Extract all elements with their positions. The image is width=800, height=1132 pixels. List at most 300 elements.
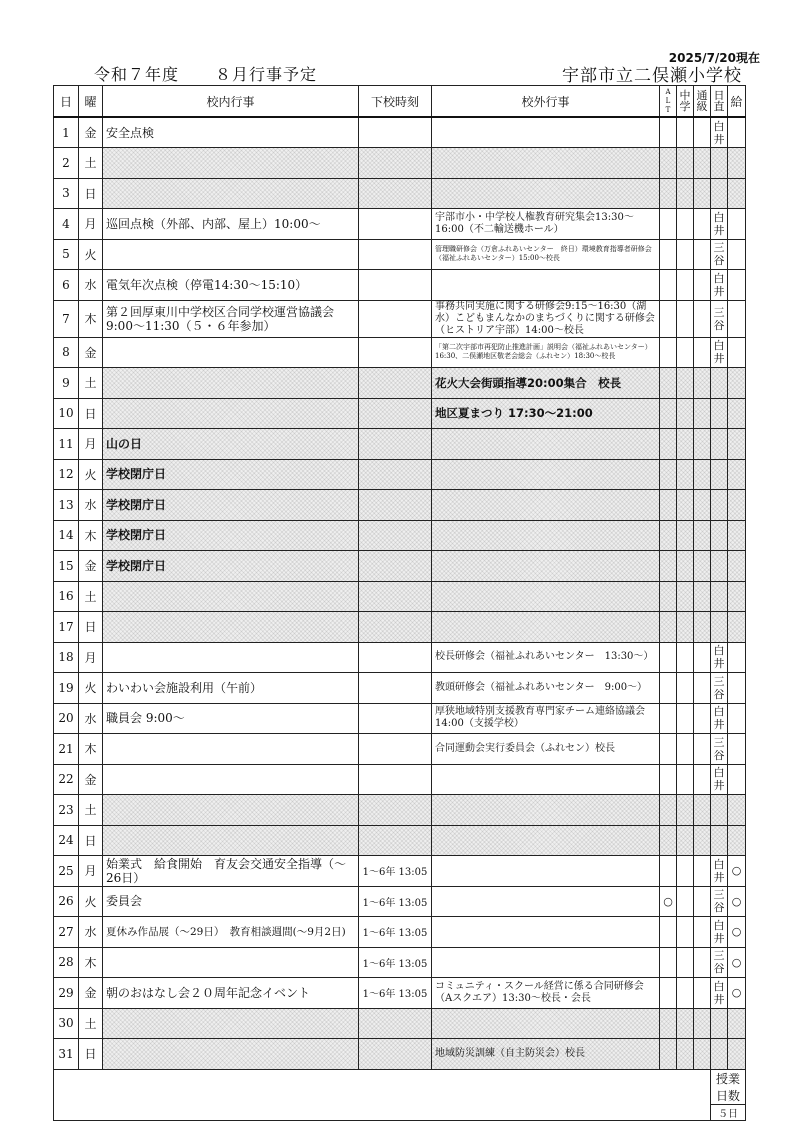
col-alt-a: A [665, 87, 671, 96]
class-cell [694, 520, 711, 551]
duty-char: 井 [713, 992, 725, 1006]
dismissal-cell [359, 734, 432, 765]
dismissal-cell [359, 1008, 432, 1039]
outside-event-cell [432, 795, 660, 826]
lunch-cell [728, 270, 746, 301]
duty-char: 谷 [713, 318, 725, 332]
outside-event-cell: 地区夏まつり 17:30～21:00 [432, 398, 660, 429]
class-cell [694, 978, 711, 1009]
lunch-cell [728, 1008, 746, 1039]
middle-school-cell [677, 270, 694, 301]
lunch-cell [728, 368, 746, 399]
class-cell [694, 148, 711, 179]
lunch-cell: ○ [728, 978, 746, 1009]
day-cell: 30 [54, 1008, 79, 1039]
school-event-cell: 学校閉庁日 [103, 490, 359, 521]
school-event-cell [103, 612, 359, 643]
duty-char: 白 [713, 918, 725, 932]
schedule-row [54, 978, 746, 1009]
day-cell: 5 [54, 239, 79, 270]
footer-label-row [54, 1069, 746, 1104]
duty-char: 白 [713, 119, 725, 133]
schedule-row [54, 209, 746, 240]
duty-char: 井 [713, 718, 725, 732]
weekday-cell: 火 [79, 673, 103, 704]
day-cell: 2 [54, 148, 79, 179]
outside-event-cell [432, 581, 660, 612]
class-days-value: ５日 [711, 1104, 746, 1120]
class-cell [694, 270, 711, 301]
duty-cell [711, 270, 728, 301]
lunch-cell: ○ [728, 947, 746, 978]
day-cell: 19 [54, 673, 79, 704]
day-cell: 8 [54, 337, 79, 368]
middle-school-cell [677, 825, 694, 856]
lunch-cell [728, 209, 746, 240]
outside-event-cell: 宇部市小・中学校人権教育研究集会13:30～16:00（不二輸送機ホール） [432, 209, 660, 240]
schedule-row [54, 300, 746, 337]
alt-cell [660, 917, 677, 948]
alt-cell [660, 429, 677, 460]
schedule-row [54, 764, 746, 795]
lunch-cell: ○ [728, 856, 746, 887]
col-class [694, 86, 711, 118]
alt-cell [660, 673, 677, 704]
duty-cell [711, 978, 728, 1009]
weekday-cell: 金 [79, 117, 103, 148]
col-middle-1: 中 [679, 89, 691, 102]
duty-cell [711, 764, 728, 795]
middle-school-cell [677, 337, 694, 368]
dismissal-cell [359, 1039, 432, 1070]
weekday-cell: 金 [79, 551, 103, 582]
col-class-1: 通 [696, 89, 708, 102]
class-cell [694, 673, 711, 704]
lunch-cell [728, 490, 746, 521]
school-event-cell [103, 947, 359, 978]
col-duty-2: 直 [713, 100, 725, 113]
middle-school-cell [677, 886, 694, 917]
middle-school-cell [677, 795, 694, 826]
dismissal-cell [359, 490, 432, 521]
class-cell [694, 178, 711, 209]
duty-cell [711, 703, 728, 734]
col-alt [660, 86, 677, 118]
duty-cell [711, 917, 728, 948]
duty-cell [711, 612, 728, 643]
duty-char: 谷 [713, 901, 725, 915]
school-event-cell [103, 337, 359, 368]
duty-cell [711, 239, 728, 270]
school-event-cell: 委員会 [103, 886, 359, 917]
class-cell [694, 917, 711, 948]
weekday-cell: 月 [79, 642, 103, 673]
duty-char: 白 [713, 705, 725, 719]
alt-cell [660, 703, 677, 734]
duty-char: 三 [713, 888, 725, 902]
class-cell [694, 209, 711, 240]
schedule-row [54, 368, 746, 399]
weekday-cell: 日 [79, 1039, 103, 1070]
weekday-cell: 水 [79, 490, 103, 521]
middle-school-cell [677, 368, 694, 399]
alt-cell [660, 270, 677, 301]
schedule-row [54, 917, 746, 948]
alt-cell [660, 856, 677, 887]
schedule-footer [54, 1069, 746, 1120]
alt-cell [660, 239, 677, 270]
class-cell [694, 886, 711, 917]
schedule-row [54, 117, 746, 148]
outside-event-cell [432, 947, 660, 978]
day-cell: 1 [54, 117, 79, 148]
class-cell [694, 239, 711, 270]
lunch-cell [728, 337, 746, 368]
class-cell [694, 642, 711, 673]
schedule-row [54, 886, 746, 917]
alt-cell [660, 978, 677, 1009]
outside-event-cell [432, 270, 660, 301]
middle-school-cell [677, 1039, 694, 1070]
class-cell [694, 825, 711, 856]
lunch-cell [728, 398, 746, 429]
weekday-cell: 金 [79, 978, 103, 1009]
schedule-body [54, 117, 746, 1069]
class-cell [694, 1008, 711, 1039]
col-day: 日 [54, 86, 79, 118]
middle-school-cell [677, 117, 694, 148]
day-cell: 31 [54, 1039, 79, 1070]
duty-char: 谷 [713, 748, 725, 762]
school-event-cell: 山の日 [103, 429, 359, 460]
alt-cell [660, 551, 677, 582]
dismissal-cell [359, 581, 432, 612]
schedule-row [54, 459, 746, 490]
lunch-cell [728, 795, 746, 826]
weekday-cell: 水 [79, 270, 103, 301]
schedule-row [54, 947, 746, 978]
alt-cell [660, 490, 677, 521]
class-cell [694, 703, 711, 734]
fiscal-year: 令和７年度 [94, 65, 180, 84]
outside-event-cell: 教頭研修会（福祉ふれあいセンター 9:00～） [432, 673, 660, 704]
schedule-row [54, 1008, 746, 1039]
duty-char: 三 [713, 305, 725, 319]
class-cell [694, 429, 711, 460]
weekday-cell: 木 [79, 300, 103, 337]
duty-cell [711, 209, 728, 240]
footer-spacer-2 [54, 1104, 711, 1120]
weekday-cell: 木 [79, 734, 103, 765]
school-event-cell [103, 795, 359, 826]
duty-char: 谷 [713, 962, 725, 976]
schedule-row [54, 490, 746, 521]
alt-cell [660, 209, 677, 240]
day-cell: 21 [54, 734, 79, 765]
schedule-row [54, 734, 746, 765]
schedule-row [54, 825, 746, 856]
middle-school-cell [677, 856, 694, 887]
duty-cell [711, 856, 728, 887]
middle-school-cell [677, 947, 694, 978]
school-event-cell [103, 1008, 359, 1039]
dismissal-cell [359, 239, 432, 270]
weekday-cell: 日 [79, 612, 103, 643]
school-event-cell [103, 368, 359, 399]
duty-char: 井 [713, 779, 725, 793]
alt-cell [660, 947, 677, 978]
schedule-row [54, 178, 746, 209]
alt-cell [660, 368, 677, 399]
lunch-cell [728, 551, 746, 582]
weekday-cell: 水 [79, 917, 103, 948]
outside-event-cell: 花火大会街頭指導20:00集合 校長 [432, 368, 660, 399]
weekday-cell: 土 [79, 581, 103, 612]
dismissal-cell [359, 178, 432, 209]
duty-char: 井 [713, 223, 725, 237]
alt-cell [660, 337, 677, 368]
duty-cell [711, 337, 728, 368]
lunch-cell [728, 300, 746, 337]
weekday-cell: 火 [79, 886, 103, 917]
alt-cell [660, 520, 677, 551]
lunch-cell [728, 117, 746, 148]
class-cell [694, 581, 711, 612]
alt-cell [660, 1008, 677, 1039]
duty-cell [711, 673, 728, 704]
school-event-cell [103, 148, 359, 179]
outside-event-cell [432, 917, 660, 948]
dismissal-cell [359, 209, 432, 240]
class-cell [694, 459, 711, 490]
schedule-row [54, 612, 746, 643]
day-cell: 4 [54, 209, 79, 240]
schedule-row [54, 148, 746, 179]
duty-cell [711, 825, 728, 856]
day-cell: 23 [54, 795, 79, 826]
middle-school-cell [677, 209, 694, 240]
school-event-cell [103, 642, 359, 673]
alt-cell [660, 148, 677, 179]
weekday-cell: 土 [79, 148, 103, 179]
day-cell: 17 [54, 612, 79, 643]
school-event-cell: 職員会 9:00～ [103, 703, 359, 734]
school-event-cell: 夏休み作品展（～29日） 教育相談週間(～9月2日) [103, 917, 359, 948]
schedule-row [54, 270, 746, 301]
class-cell [694, 612, 711, 643]
class-cell [694, 764, 711, 795]
middle-school-cell [677, 429, 694, 460]
weekday-cell: 日 [79, 178, 103, 209]
alt-cell [660, 734, 677, 765]
col-middle-school [677, 86, 694, 118]
duty-char: 井 [713, 132, 725, 146]
school-event-cell: 巡回点検（外部、内部、屋上）10:00～ [103, 209, 359, 240]
weekday-cell: 日 [79, 398, 103, 429]
dismissal-cell [359, 148, 432, 179]
outside-event-cell: 事務共同実施に関する研修会9:15～16:30（湖水）こどもまんなかのまちづくりに関する研修会（ヒストリア宇部）14:00～校長 [432, 300, 660, 337]
dismissal-cell [359, 398, 432, 429]
class-cell [694, 795, 711, 826]
schedule-row [54, 337, 746, 368]
outside-event-cell [432, 429, 660, 460]
dismissal-cell [359, 459, 432, 490]
outside-event-cell: 合同運動会実行委員会（ふれセン）校長 [432, 734, 660, 765]
weekday-cell: 木 [79, 520, 103, 551]
weekday-cell: 日 [79, 825, 103, 856]
dismissal-cell [359, 673, 432, 704]
dismissal-cell [359, 300, 432, 337]
dismissal-cell [359, 551, 432, 582]
duty-cell [711, 117, 728, 148]
duty-char: 白 [713, 210, 725, 224]
as-of-date: 2025/7/20現在 [668, 51, 760, 65]
day-cell: 29 [54, 978, 79, 1009]
school-event-cell: 電気年次点検（停電14:30～15:10） [103, 270, 359, 301]
school-event-cell [103, 734, 359, 765]
middle-school-cell [677, 178, 694, 209]
outside-event-cell [432, 1008, 660, 1039]
day-cell: 27 [54, 917, 79, 948]
duty-char: 三 [713, 735, 725, 749]
outside-event-cell: コミュニティ・スクール経営に係る合同研修会（Aスクエア）13:30～校長・会長 [432, 978, 660, 1009]
school-event-cell [103, 178, 359, 209]
col-class-2: 級 [696, 100, 708, 113]
school-event-cell [103, 239, 359, 270]
middle-school-cell [677, 490, 694, 521]
duty-cell [711, 520, 728, 551]
header-row [54, 86, 746, 118]
lunch-cell [728, 429, 746, 460]
outside-event-cell: 厚狭地域特別支援教育専門家チーム連絡協議会14:00（支援学校） [432, 703, 660, 734]
duty-cell [711, 734, 728, 765]
dismissal-cell: 1～6年 13:05 [359, 917, 432, 948]
day-cell: 14 [54, 520, 79, 551]
duty-char: 谷 [713, 254, 725, 268]
lunch-cell [728, 703, 746, 734]
duty-cell [711, 398, 728, 429]
alt-cell [660, 612, 677, 643]
day-cell: 3 [54, 178, 79, 209]
month-title: ８月行事予定 [215, 65, 318, 84]
middle-school-cell [677, 239, 694, 270]
duty-char: 井 [713, 870, 725, 884]
outside-event-cell [432, 764, 660, 795]
middle-school-cell [677, 734, 694, 765]
day-cell: 11 [54, 429, 79, 460]
weekday-cell: 月 [79, 209, 103, 240]
dismissal-cell [359, 429, 432, 460]
day-cell: 13 [54, 490, 79, 521]
class-cell [694, 551, 711, 582]
schedule-row [54, 520, 746, 551]
lunch-cell [728, 642, 746, 673]
school-event-cell [103, 1039, 359, 1070]
lunch-cell [728, 178, 746, 209]
outside-event-cell: 管理職研修会（万倉ふれあいセンター 終日）環境教育指導者研修会（福祉ふれあいセンター）15:00～校長 [432, 239, 660, 270]
col-dismissal: 下校時刻 [359, 86, 432, 118]
lunch-cell [728, 520, 746, 551]
outside-event-cell [432, 612, 660, 643]
middle-school-cell [677, 520, 694, 551]
alt-cell [660, 825, 677, 856]
outside-event-cell [432, 551, 660, 582]
middle-school-cell [677, 459, 694, 490]
dismissal-cell [359, 642, 432, 673]
middle-school-cell [677, 978, 694, 1009]
lunch-cell [728, 673, 746, 704]
dismissal-cell [359, 337, 432, 368]
dismissal-cell: 1～6年 13:05 [359, 947, 432, 978]
alt-cell [660, 178, 677, 209]
duty-cell [711, 1039, 728, 1070]
day-cell: 25 [54, 856, 79, 887]
day-cell: 26 [54, 886, 79, 917]
outside-event-cell [432, 490, 660, 521]
alt-cell [660, 1039, 677, 1070]
schedule-row [54, 856, 746, 887]
class-cell [694, 947, 711, 978]
schedule-row [54, 551, 746, 582]
middle-school-cell [677, 673, 694, 704]
day-cell: 16 [54, 581, 79, 612]
lunch-cell [728, 825, 746, 856]
day-cell: 6 [54, 270, 79, 301]
lunch-cell [728, 734, 746, 765]
schedule-row [54, 429, 746, 460]
middle-school-cell [677, 642, 694, 673]
day-cell: 28 [54, 947, 79, 978]
outside-event-cell [432, 825, 660, 856]
school-event-cell: 第２回厚東川中学校区合同学校運営協議会 9:00～11:30（５・６年参加） [103, 300, 359, 337]
outside-event-cell [432, 856, 660, 887]
class-cell [694, 734, 711, 765]
duty-cell [711, 459, 728, 490]
class-cell [694, 368, 711, 399]
middle-school-cell [677, 703, 694, 734]
duty-char: 白 [713, 339, 725, 353]
alt-cell [660, 117, 677, 148]
duty-cell [711, 581, 728, 612]
schedule-row [54, 1039, 746, 1070]
dismissal-cell [359, 703, 432, 734]
duty-cell [711, 642, 728, 673]
alt-cell: ○ [660, 886, 677, 917]
outside-event-cell: 「第二次宇部市再犯防止推進計画」説明会（福祉ふれあいセンター）16:30、二俣瀬地区敬老会総会（ふれセン）18:30～校長 [432, 337, 660, 368]
dismissal-cell: 1～6年 13:05 [359, 886, 432, 917]
duty-cell [711, 148, 728, 179]
dismissal-cell [359, 764, 432, 795]
day-cell: 24 [54, 825, 79, 856]
class-cell [694, 490, 711, 521]
duty-char: 井 [713, 931, 725, 945]
col-weekday: 曜 [79, 86, 103, 118]
middle-school-cell [677, 300, 694, 337]
dismissal-cell [359, 368, 432, 399]
school-event-cell [103, 825, 359, 856]
duty-char: 白 [713, 644, 725, 658]
alt-cell [660, 642, 677, 673]
weekday-cell: 土 [79, 1008, 103, 1039]
weekday-cell: 土 [79, 795, 103, 826]
schedule-row [54, 642, 746, 673]
school-event-cell: 学校閉庁日 [103, 459, 359, 490]
school-event-cell [103, 581, 359, 612]
class-cell [694, 398, 711, 429]
alt-cell [660, 764, 677, 795]
outside-event-cell [432, 886, 660, 917]
col-duty [711, 86, 728, 118]
